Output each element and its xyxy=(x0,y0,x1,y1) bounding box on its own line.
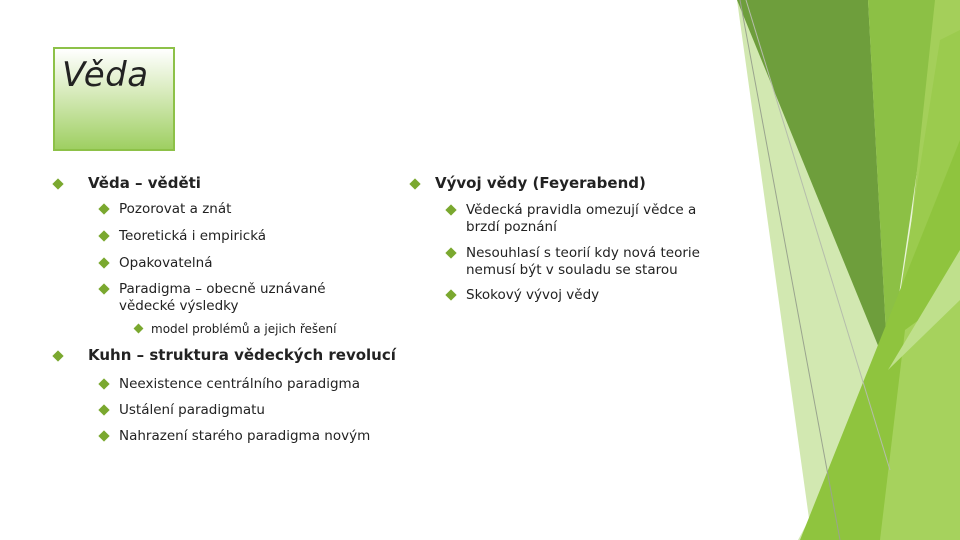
section-heading: Věda – věděti xyxy=(88,174,201,192)
slide-title: Věda xyxy=(62,55,149,95)
list-item: Pozorovat a znát xyxy=(119,201,232,217)
list-item: Opakovatelná xyxy=(119,255,213,271)
list-item: Neexistence centrálního paradigma xyxy=(119,376,360,392)
section-heading: Kuhn – struktura vědeckých revolucí xyxy=(88,346,396,364)
list-item: Nahrazení starého paradigma novým xyxy=(119,428,371,444)
list-item: Skokový vývoj vědy xyxy=(466,287,600,303)
section-heading: Vývoj vědy (Feyerabend) xyxy=(435,174,646,192)
list-item: Teoretická i empirická xyxy=(119,228,267,244)
list-item: Vědecká pravidla omezují vědce a brzdí poznání xyxy=(466,202,697,235)
list-item: Paradigma – obecně uznávané vědecké výsledky xyxy=(119,281,326,314)
list-item: Ustálení paradigmatu xyxy=(119,402,265,418)
sub-list-item: model problémů a jejich řešení xyxy=(151,322,337,336)
list-item: Nesouhlasí s teorií kdy nová teorie nemusí být v souladu se starou xyxy=(466,245,700,278)
